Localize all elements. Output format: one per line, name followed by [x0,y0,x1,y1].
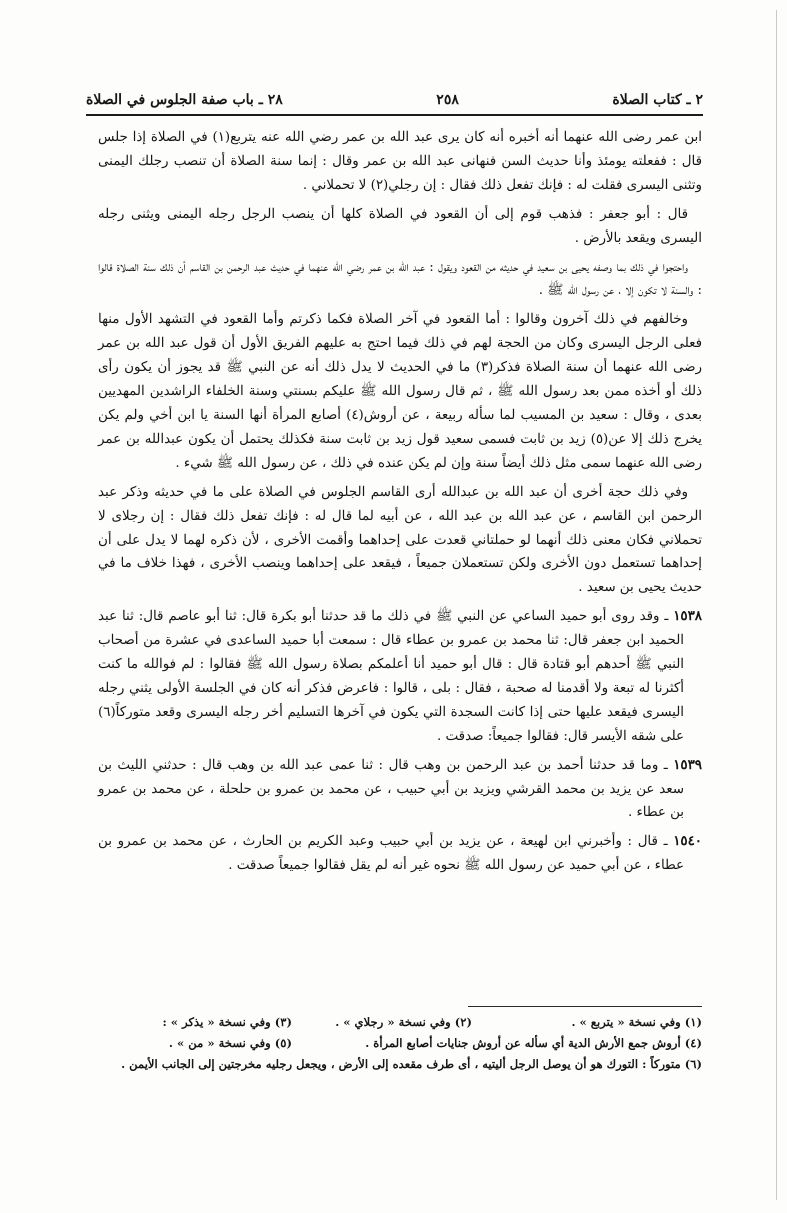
main-text [98,126,702,883]
chapter-title: ٢٨ ـ باب صفة الجلوس في الصلاة [86,92,283,108]
footnote-rule [468,1006,702,1007]
paragraph: واحتجوا في ذلك بما وصفه يحيى بن سعيد في حديثه من القعود ويقول : عبد الله بن عمر رضي الله عنهما في حديث عبد الرحمن بن القاسم أن ذلك سنة الصلاة قالوا : والسنة لا تكون إلا ، عن رسول الله ﷺ . [98,259,702,299]
footnote-3: (٣) وفي نسخة « يذكر » : [162,1015,292,1029]
hadith-entry [98,605,702,748]
paragraph: قال : أبو جعفر : فذهب قوم إلى أن القعود في الصلاة كلها أن ينصب الرجل رجله اليمنى ويثنى رجله اليسرى ويقعد بالأرض . [98,206,702,246]
hadith-text: ـ قال : وأخبرني ابن لهيعة ، عن يزيد بن أبي حبيب وعبد الكريم بن الحارث ، عن محمد بن عمرو بن عطاء ، عن أبي حميد عن رسول الله ﷺ نحوه غير أنه لم يقل فقالوا جميعاً صدقت . [98,834,684,874]
footnote-4: (٤) أروش جمع الأرش الدية أي سأله عن أروش جنايات أصابع المرأة . [365,1036,702,1050]
footnote-2: (٢) وفي نسخة « رجلاي » . [335,1015,472,1029]
footnote-row [98,1012,702,1033]
footnote-1: (١) وفي نسخة « يتربع » . [571,1015,702,1029]
hadith-entry [98,754,702,826]
running-header [86,88,703,112]
paragraph: وفي ذلك حجة أخرى أن عبد الله بن عبدالله أرى القاسم الجلوس في الصلاة على ما في حديثه وذكر عبد الرحمن ابن القاسم ، عن عبد الله بن عبد الله ، عن أبيه لما قال له : فإنك تفعل ذلك فقال : إن رجلاى لا تحملاني فكان معنى ذلك أنهما لو حملتاني قعدت على إحداهما وأقمت الأخرى ، لأن ذكره لهما لا يدل على أن إحداهما تستعمل دون الأخرى ولكن تستعملان جميعاً ، فيقعد على إحداهما وينصب الأخرى ، فهذا خلاف ما في حديث يحيى بن سعيد . [98,484,702,596]
page-number: ٢٥٨ [436,92,459,108]
hadith-number: ١٥٤٠ [673,833,702,850]
footnote-5: (٥) وفي نسخة « من » . [168,1036,292,1050]
footnotes [98,1012,702,1075]
hadith-number: ١٥٣٨ [673,608,702,625]
hadith-text: ـ وقد روى أبو حميد الساعي عن النبي ﷺ في ذلك ما قد حدثنا أبو بكرة قال: ثنا أبو عاصم قال: ثنا عبد الحميد ابن جعفر قال: ثنا محمد بن عمرو بن عطاء قال : سمعت أبا حميد الساعدى في عشرة من أصحاب النبي ﷺ أحدهم أبو قتادة قال : قال أبو حميد أنا أعلمكم بصلاة رسول الله ﷺ فقالوا : لم فوالله ما كنت أكثرنا له تبعة ولا أقدمنا له صحبة ، فقال : بلى ، قالوا : فاعرض فذكر أنه كان في الجلسة الأولى يثني رجله اليسرى فيقعد عليها حتى إذا كانت السجدة التي يكون في آخرها التسليم أخر رجله اليسرى وقعد متوركاً(٦) على شقه الأيسر قال: فقالوا جميعاً: صدقت . [98,609,684,744]
book-title: ٢ ـ كتاب الصلاة [612,92,703,108]
hadith-entry [98,830,702,878]
header-rule [86,114,703,116]
hadith-number: ١٥٣٩ [673,756,702,773]
paragraph: وخالفهم في ذلك آخرون وقالوا : أما القعود في آخر الصلاة فكما ذكرتم وأما القعود في التشهد الأول منها فعلى الرجل اليسرى وكان من الحجة لهم في ذلك فيما احتج به عليهم الفريق الأول أن قول عبد الله بن عمر رضى الله عنهما أن سنة الصلاة فذكر(٣) ما في الحديث لا يدل ذلك أنه عن النبي ﷺ قد يجوز أن يكون رأى ذلك أو أخذه ممن بعد رسول الله ﷺ ، ثم قال رسول الله ﷺ عليكم بسنتي وسنة الخلفاء الراشدين المهديين بعدى ، وقال : سعيد بن المسيب لما سأله ربيعة ، عن أروش(٤) أصابع المرأة أنها السنة يا ابن أخي ولم يكن يخرج ذلك إلا عن(٥) زيد بن ثابت فسمى سعيد قول زيد بن ثابت سنة فكذلك يحتمل أن يكون عبدالله بن عمر رضى الله عنهما سمى مثل ذلك أيضاً سنة وإن لم يكن عنده في ذلك ، عن رسول الله ﷺ شيء . [98,312,702,471]
hadith-text: ـ وما قد حدثنا أحمد بن عبد الرحمن بن وهب قال : ثنا عمى عبد الله بن وهب قال : حدثني الليث بن سعد عن يزيد بن محمد القرشي ويزيد بن أبي حبيب ، عن محمد بن عمرو بن حلحلة ، عن محمد بن عمرو بن عطاء . [98,757,684,821]
paragraph: ابن عمر رضى الله عنهما أنه أخبره أنه كان يرى عبد الله بن عمر رضي الله عنه يتربع(١) في الصلاة إذا جلس قال : ففعلته يومئذ وأنا حديث السن فنهانى عبد الله بن عمر وقال : إنما سنة الصلاة أن تنصب رجلك اليمنى وتثنى اليسرى فقلت له : فإنك تفعل ذلك فقال : إن رجلي(٢) لا تحملاني . [98,130,702,193]
page-edge-line [776,10,777,1200]
footnote-row [98,1033,702,1054]
footnote-row [98,1054,702,1075]
footnote-6: (٦) متوركاً : التورك هو أن يوصل الرجل أليتيه ، أى طرف مقعده إلى الأرض ، ويجعل رجليه مخرجتين إلى الجانب الأيمن . [121,1057,702,1071]
